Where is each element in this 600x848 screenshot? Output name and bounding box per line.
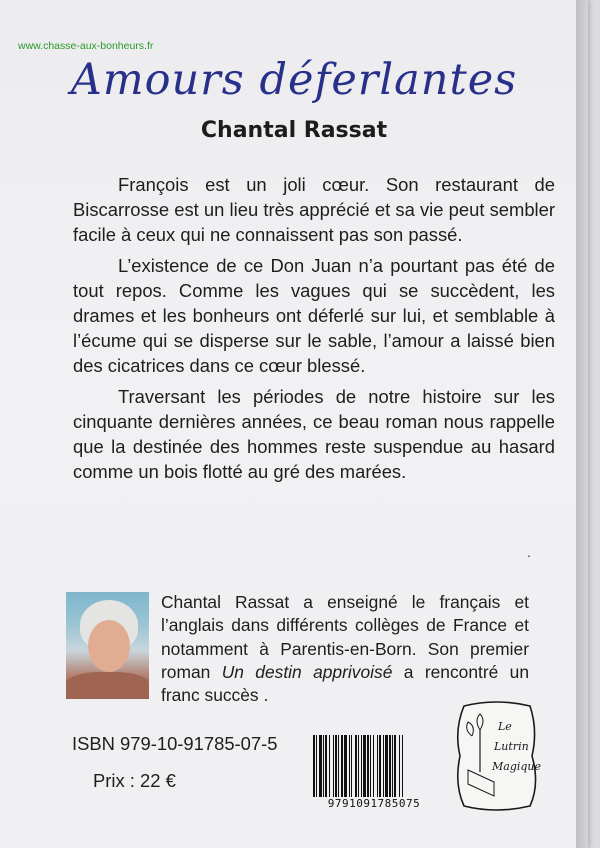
barcode-bar [383, 735, 384, 797]
barcode-bar [323, 735, 324, 797]
barcode-bar [333, 735, 334, 797]
barcode-bar [338, 735, 339, 797]
barcode [311, 735, 436, 797]
watermark-url: www.chasse-aux-bonheurs.fr [18, 40, 154, 52]
barcode-bar [377, 735, 378, 797]
barcode-bar [392, 735, 393, 797]
barcode-bar [329, 735, 330, 797]
barcode-bar [399, 735, 400, 797]
barcode-bar [351, 735, 352, 797]
barcode-bar [394, 735, 396, 797]
barcode-bar [319, 735, 322, 797]
barcode-bar [402, 735, 403, 797]
previous-book-title: Un destin apprivoisé [221, 661, 393, 682]
barcode-bar [349, 735, 350, 797]
barcode-bar [344, 735, 347, 797]
author-photo [66, 592, 149, 699]
barcode-number: 9791091785075 [327, 797, 421, 810]
barcode-bar [373, 735, 374, 797]
barcode-bar [341, 735, 343, 797]
barcode-bar [361, 735, 362, 797]
barcode-bar [389, 735, 391, 797]
author-bio [161, 591, 529, 707]
publisher-name-line2: Lutrin [494, 740, 529, 753]
barcode-bar [385, 735, 388, 797]
blurb-paragraph: Traversant les périodes de notre histoire sur les cinquante dernières années, ce beau roman nous rappelle que la destinée des hommes reste suspendue au hasard comme un bois flotté au gré des marées. [73, 386, 555, 482]
barcode-bar [367, 735, 369, 797]
barcode-bar [355, 735, 357, 797]
book-title: Amours déferlantes [70, 55, 518, 105]
isbn: ISBN 979-10-91785-07-5 [72, 733, 278, 754]
barcode-bar [313, 735, 315, 797]
book-author: Chantal Rassat [200, 118, 388, 143]
barcode-bar [316, 735, 317, 797]
barcode-bar [325, 735, 327, 797]
decorative-dot: . [527, 544, 531, 560]
barcode-bar [370, 735, 371, 797]
blurb-paragraph: François est un joli cœur. Son restaurant de Biscarrosse est un lieu très apprécié et sa vie peut sembler facile à ceux qui ne connaissent pas son passé. [73, 174, 555, 245]
barcode-bar [358, 735, 359, 797]
blurb [73, 173, 555, 492]
barcode-bar [335, 735, 337, 797]
bio-text: Chantal Rassat a enseigné le français et l’anglais dans différents collèges de France et notamment à Parentis-en-Born. Son premier roman [161, 592, 529, 682]
blurb-paragraph: L’existence de ce Don Juan n’a pourtant pas été de tout repos. Comme les vagues qui se succèdent, les drames et les bonheurs ont déferlé sur lui, et semblable à l’écume qui se disperse sur le sable, l’amour a laissé bien des cicatrices dans ce cœur blessé. [73, 255, 555, 376]
bio-text: a rencontré un franc succès . [161, 661, 530, 706]
publisher-name-line3: Magique [492, 760, 542, 773]
price: Prix : 22 € [93, 770, 176, 791]
publisher-name-line1: Le [498, 720, 512, 733]
publisher-logo [450, 700, 543, 812]
barcode-bar [363, 735, 366, 797]
barcode-bar [379, 735, 381, 797]
